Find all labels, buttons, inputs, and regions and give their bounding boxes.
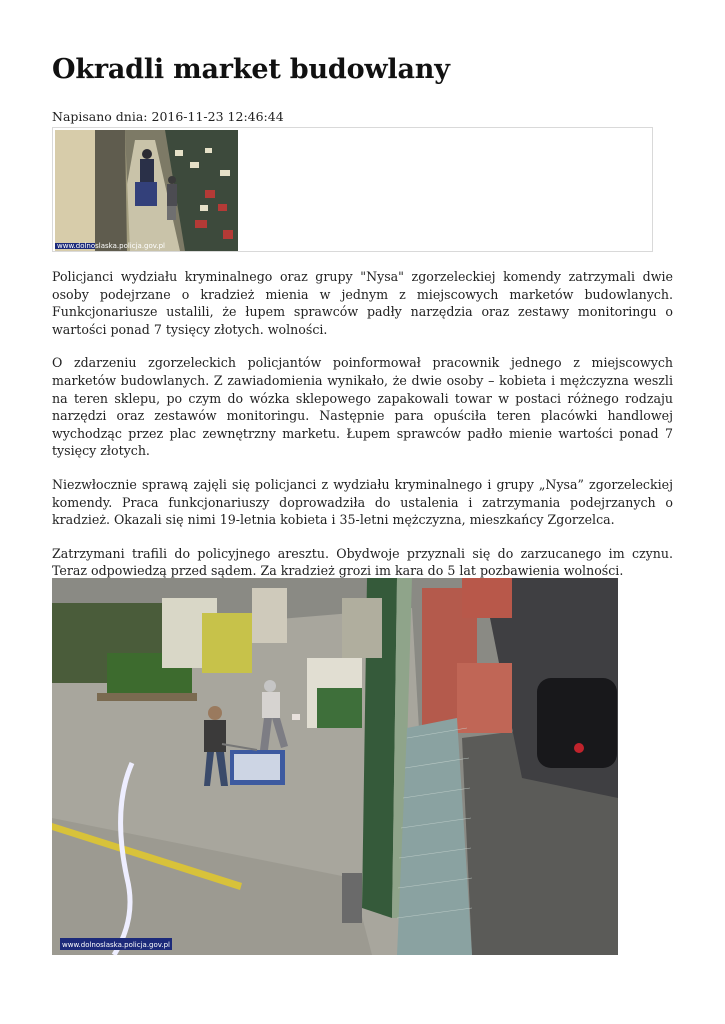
publish-date: Napisano dnia: 2016-11-23 12:46:44 — [52, 109, 284, 124]
thumbnail-gallery — [52, 127, 653, 252]
article-paragraph-1: Policjanci wydziału kryminalnego oraz grupy "Nysa" zgorzeleckiej komendy zatrzymali dwie osoby podejrzane o kradzież mienia w jednym z miejscowych marketów budowlanych. Funkcjonariusze ustalili, że łupem sprawców padły narzędzia oraz zestawy monitoringu o wartości ponad 7 tysięcy złotych. wolności. — [52, 269, 673, 337]
cctv-main-image — [52, 578, 618, 955]
thumb-watermark: www.dolnoslaska.policja.gov.pl — [57, 242, 165, 250]
article-title: Okradli market budowlany — [52, 54, 450, 85]
main-image-watermark: www.dolnoslaska.policja.gov.pl — [62, 941, 170, 949]
article-paragraph-4: Zatrzymani trafili do policyjnego aresztu. Obydwoje przyznali się do zarzucanego im czynu. Teraz odpowiedzą przed sądem. Za kradzież grozi im kara do 5 lat pozbawienia wolności. — [52, 545, 673, 579]
article-paragraph-3: Niezwłocznie sprawą zajęli się policjanci z wydziału kryminalnego i grupy „Nysa” zgorzeleckiej komendy. Praca funkcjonariuszy doprowadziła do ustalenia i zatrzymania podejrzanych o kradzież. Okazali się nimi 19-letnia kobieta i 35-letni mężczyzna, mieszkańcy Zgorzelca. — [52, 476, 673, 528]
article-body — [52, 268, 673, 596]
cctv-thumbnail-image[interactable] — [55, 130, 238, 251]
article-paragraph-2: O zdarzeniu zgorzeleckich policjantów poinformował pracownik jednego z miejscowych marketów budowlanych. Z zawiadomienia wynikało, że dwie osoby – kobieta i mężczyzna weszli na teren sklepu, po czym do wózka sklepowego zapakowali towar w postaci różnego rodzaju narzędzi oraz zestawów monitoringu. Następnie para opuściła teren placówki handlowej wychodząc przez plac zewnętrzny marketu. Łupem sprawców padło mienie wartości ponad 7 tysięcy złotych. — [52, 355, 673, 459]
